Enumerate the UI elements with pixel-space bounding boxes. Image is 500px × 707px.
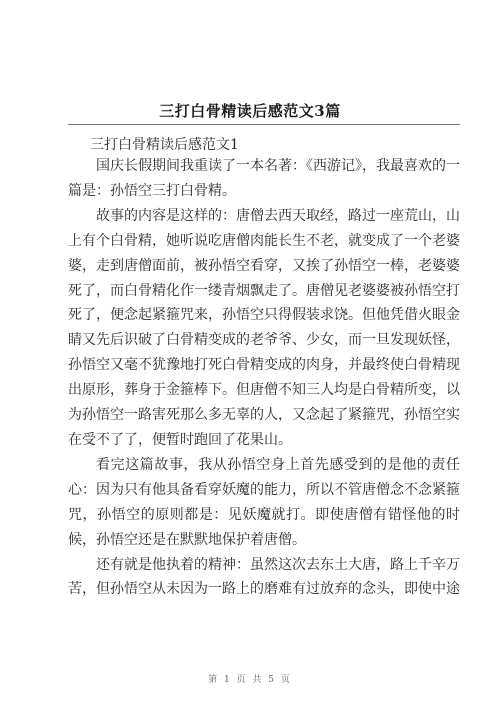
document-body xyxy=(68,154,460,602)
document-title: 三打白骨精读后感范文3篇 xyxy=(159,102,341,120)
section-subtitle: 三打白骨精读后感范文1 xyxy=(90,137,239,153)
title-divider xyxy=(68,124,460,125)
paragraph: 故事的内容是这样的：唐僧去西天取经，路过一座荒山，山上有个白骨精，她听说吃唐僧肉能长生不老，就变成了一个老婆婆，走到唐僧面前，被孙悟空看穿，又挨了孙悟空一棒，老婆婆死了，而白骨精化作一缕青烟飘走了。唐僧见老婆婆被孙悟空打死了，便念起紧箍咒来，孙悟空只得假装求饶。但他凭借火眼金睛又先后识破了白骨精变成的老爷爷、少女，而一旦发现妖怪，孙悟空又毫不犹豫地打死白骨精变成的肉身，并最终使白骨精现出原形，葬身于金箍棒下。但唐僧不知三人均是白骨精所变，以为孙悟空一路害死那么多无辜的人，又念起了紧箍咒，孙悟空实在受不了了，便暂时跑回了花果山。 xyxy=(68,207,460,448)
paragraph: 还有就是他执着的精神：虽然这次去东土大唐，路上千辛万苦，但孙悟空从未因为一路上的磨难有过放弃的念头，即使中途 xyxy=(68,556,460,598)
page-footer: 第 1 页 共 5 页 xyxy=(208,675,292,685)
paragraph: 看完这篇故事，我从孙悟空身上首先感受到的是他的责任心：因为只有他具备看穿妖魔的能力，所以不管唐僧念不念紧箍咒，孙悟空的原则都是：见妖魔就打。即使唐僧有错怪他的时候，孙悟空还是在默默地保护着唐僧。 xyxy=(68,456,460,548)
paragraph: 国庆长假期间我重读了一本名著：《西游记》，我最喜欢的一篇是：孙悟空三打白骨精。 xyxy=(68,158,460,199)
